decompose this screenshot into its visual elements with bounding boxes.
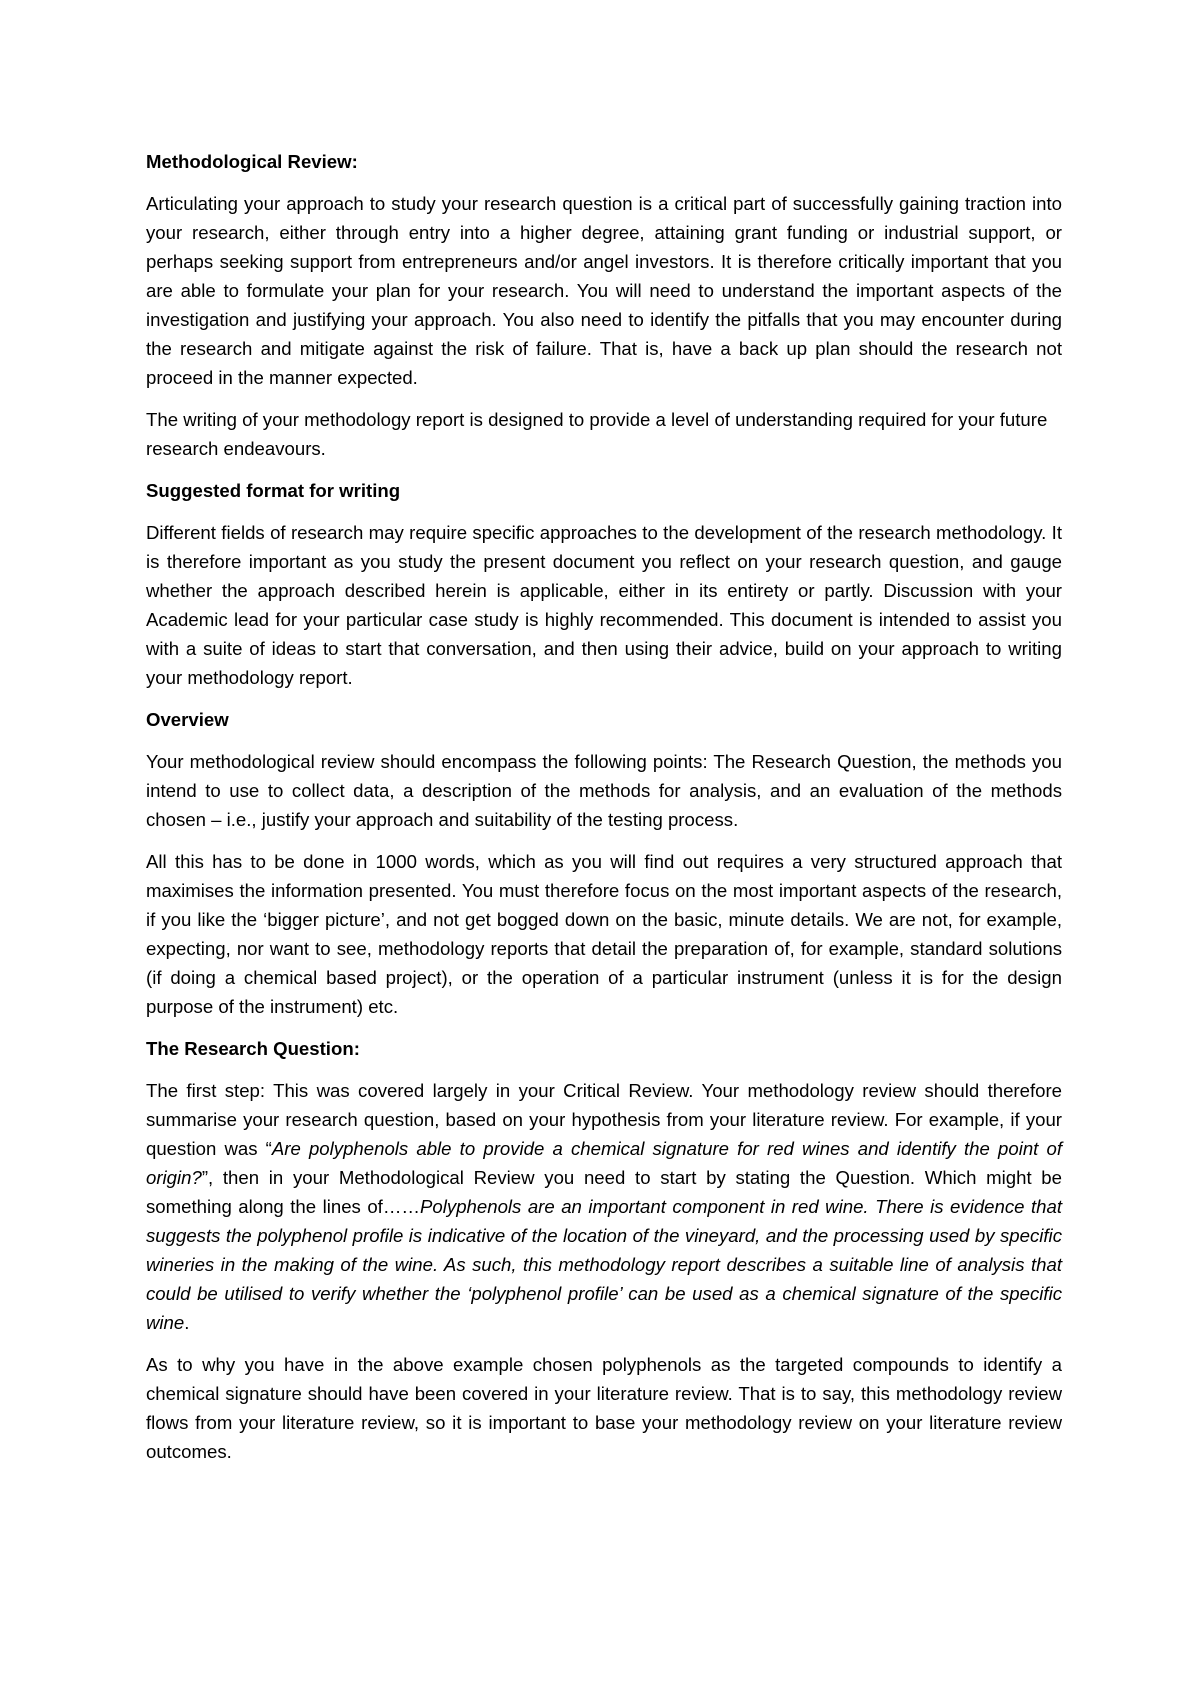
paragraph-writing-report: The writing of your methodology report is designed to provide a level of understanding required for your future research endeavours.	[146, 409, 1048, 459]
paragraph-first-step	[146, 1076, 1062, 1337]
first-step-text: The first step: This was covered largely in your Critical Review. Your methodology review should therefore summarise your research question, based on your hypothesis from your literature review. For example, if your question was “	[146, 1080, 1062, 1159]
paragraph-articulating-approach: Articulating your approach to study your research question is a critical part of successfully gaining traction into your research, either through entry into a higher degree, attaining grant funding or industrial support, or perhaps seeking support from entrepreneurs and/or angel investors. It is therefore critically important that you are able to formulate your plan for your research. You will need to understand the important aspects of the investigation and justifying your approach. You also need to identify the pitfalls that you may encounter during the research and mitigate against the risk of failure. That is, have a back up plan should the research not proceed in the manner expected.	[146, 193, 1062, 388]
heading-suggested-format: Suggested format for writing	[146, 480, 401, 501]
heading-research-question: The Research Question:	[146, 1038, 360, 1059]
heading-methodological-review: Methodological Review:	[146, 151, 358, 172]
heading-overview: Overview	[146, 709, 229, 730]
paragraph-word-limit: All this has to be done in 1000 words, which as you will find out requires a very structured approach that maximises the information presented. You must therefore focus on the most important aspects of the research, if you like the ‘bigger picture’, and not get bogged down on the basic, minute details. We are not, for example, expecting, nor want to see, methodology reports that detail the preparation of, for example, standard solutions (if doing a chemical based project), or the operation of a particular instrument (unless it is for the design purpose of the instrument) etc.	[146, 851, 1062, 1017]
paragraph-different-fields: Different fields of research may require specific approaches to the development of the research methodology. It is therefore important as you study the present document you reflect on your research question, and gauge whether the approach described herein is applicable, either in its entirety or partly. Discussion with your Academic lead for your particular case study is highly recommended. This document is intended to assist you with a suite of ideas to start that conversation, and then using their advice, build on your approach to writing your methodology report.	[146, 522, 1062, 688]
paragraph-overview-points: Your methodological review should encompass the following points: The Research Question, the methods you intend to use to collect data, a description of the methods for analysis, and an evaluation of the methods chosen – i.e., justify your approach and suitability of the testing process.	[146, 751, 1062, 830]
example-question-italic: Are polyphenols able to provide a chemical signature for red wines and identify the point of origin?	[146, 1138, 1062, 1188]
paragraph-why-polyphenols: As to why you have in the above example chosen polyphenols as the targeted compounds to identify a chemical signature should have been covered in your literature review. That is to say, this methodology review flows from your literature review, so it is important to base your methodology review on your literature review outcomes.	[146, 1354, 1062, 1462]
example-statement-italic: Polyphenols are an important component in red wine. There is evidence that suggests the polyphenol profile is indicative of the location of the vineyard, and the processing used by specific wineries in the making of the wine. As such, this methodology report describes a suitable line of analysis that could be utilised to verify whether the ‘polyphenol profile’ can be used as a chemical signature of the specific wine	[146, 1196, 1062, 1333]
first-step-text-continued: ”, then in your Methodological Review you need to start by stating the Question. Which might be something along the lines of……	[146, 1167, 1062, 1217]
document-body	[146, 147, 1062, 1479]
first-step-end: .	[184, 1312, 190, 1333]
